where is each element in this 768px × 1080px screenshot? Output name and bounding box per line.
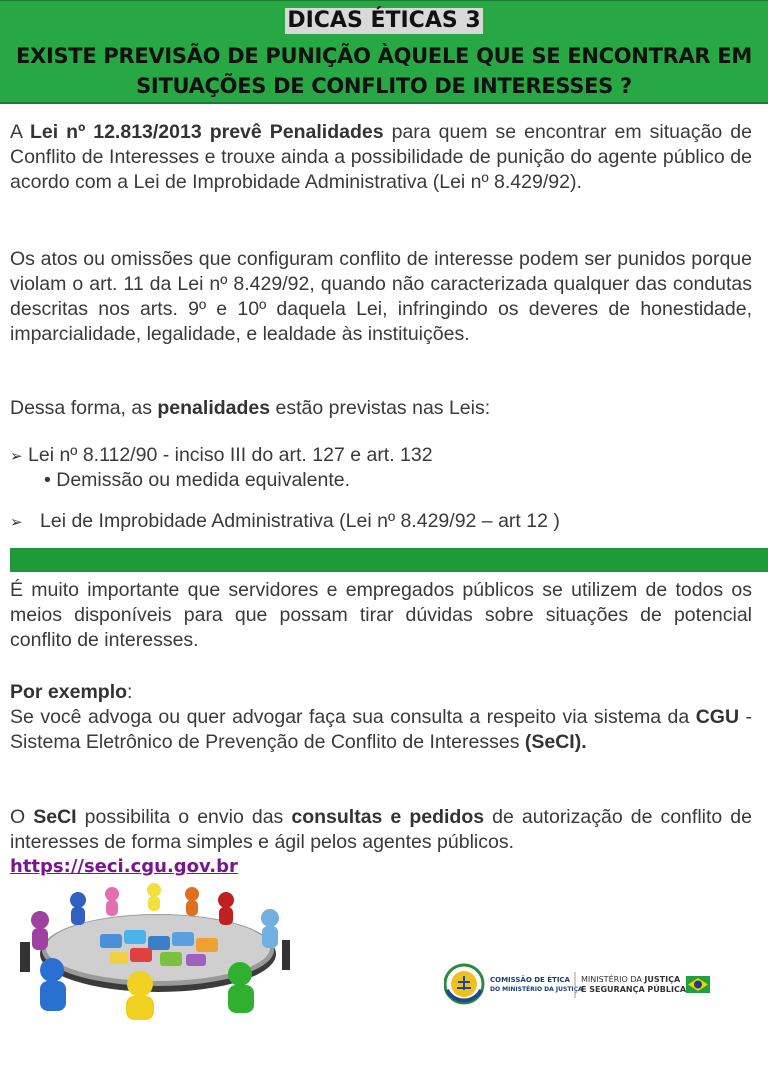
commission-name-line-2: DO MINISTÉRIO DA JUSTIÇA — [490, 986, 583, 993]
list-item-law-8112 — [10, 443, 752, 469]
arrow-bullet-icon: ➢ — [10, 514, 23, 531]
arrow-bullet-icon: ➢ — [10, 448, 23, 465]
paragraph-law-penalties — [10, 120, 752, 195]
list-item-improbity-law — [10, 509, 752, 535]
brazil-flag-icon — [686, 976, 710, 993]
para1-text-c: para quem se encontrar em situação de Conflito de Interesses e trouxe ainda a possibilidade de punição do agente público de acordo com a Lei de Improbidade Administrativa (Lei nº 8.429/92). — [10, 121, 752, 193]
para3-text-a: Dessa forma, as — [10, 397, 158, 419]
paragraph-violations: Os atos ou omissões que configuram conflito de interesse podem ser punidos porque violam o art. 11 da Lei nº 8.429/92, quando não caracterizada qualquer das condutas descritas nos arts. 9º e 10º daquela Lei, infringindo os deveres de honestidade, imparcialidade, legalidade, e lealdade às instituições. — [10, 248, 752, 345]
paragraph-example — [10, 680, 752, 755]
para6-bold-requests: consultas e pedidos — [291, 806, 485, 828]
para6-text-a: O — [10, 806, 34, 828]
para6-text-e: de autorização de conflito de interesses de forma simples e ágil pelos agentes públicos. — [10, 806, 752, 853]
example-text-c: - Sistema Eletrônico de Prevenção de Conflito de Interesses — [10, 706, 752, 753]
page-title — [0, 41, 768, 101]
meeting-puzzle-illustration — [20, 882, 290, 1022]
ministry-line-2: E SEGURANÇA PÚBLICA — [581, 985, 687, 994]
para3-bold: penalidades — [157, 397, 271, 419]
header-tag-wrap — [0, 8, 768, 34]
para1-law-bold: Lei nº 12.813/2013 prevê Penalidades — [29, 121, 384, 143]
paragraph-seci — [10, 805, 752, 855]
example-cgu: CGU — [695, 706, 740, 728]
commission-name-line-1: COMISSÃO DE ÉTICA — [490, 976, 570, 984]
example-heading: Por exemplo — [10, 681, 128, 703]
commission-seal-icon — [445, 965, 483, 1003]
para1-text-a: A — [10, 121, 30, 143]
example-seci: (SeCI). — [524, 731, 587, 753]
title-line-1: EXISTE PREVISÃO DE PUNIÇÃO ÀQUELE QUE SE ENCONTRAR EM — [16, 44, 752, 68]
example-colon: : — [127, 681, 133, 703]
para6-seci: SeCI — [33, 806, 77, 828]
para3-text-c: estão previstas nas Leis: — [270, 397, 491, 419]
header-tag: DICAS ÉTICAS 3 — [287, 8, 481, 33]
institution-logos — [444, 960, 714, 1010]
paragraph-importance: É muito importante que servidores e empregados públicos se utilizem de todos os meios disponíveis para que possam tirar dúvidas sobre situações de potencial conflito de interesses. — [10, 579, 752, 651]
para6-text-c: possibilita o envio das — [76, 806, 292, 828]
ministry-line-1: MINISTÉRIO DA JUSTIÇA — [581, 975, 681, 984]
title-line-2: SITUAÇÕES DE CONFLITO DE INTERESSES ? — [136, 74, 632, 98]
seci-link[interactable]: https://seci.cgu.gov.br — [10, 856, 238, 877]
header-banner — [0, 0, 768, 104]
list-item-2-label: Lei de Improbidade Administrativa (Lei nº 8.429/92 – art 12 ) — [40, 510, 560, 532]
paragraph-penalties-laws — [10, 396, 752, 421]
list-subitem-dismissal: • Demissão ou medida equivalente. — [44, 469, 351, 491]
section-divider-bar — [10, 548, 768, 572]
list-item-1-label: Lei nº 8.112/90 - inciso III do art. 127 e art. 132 — [28, 444, 433, 466]
example-text-a: Se você advoga ou quer advogar faça sua consulta a respeito via sistema da — [10, 706, 696, 728]
